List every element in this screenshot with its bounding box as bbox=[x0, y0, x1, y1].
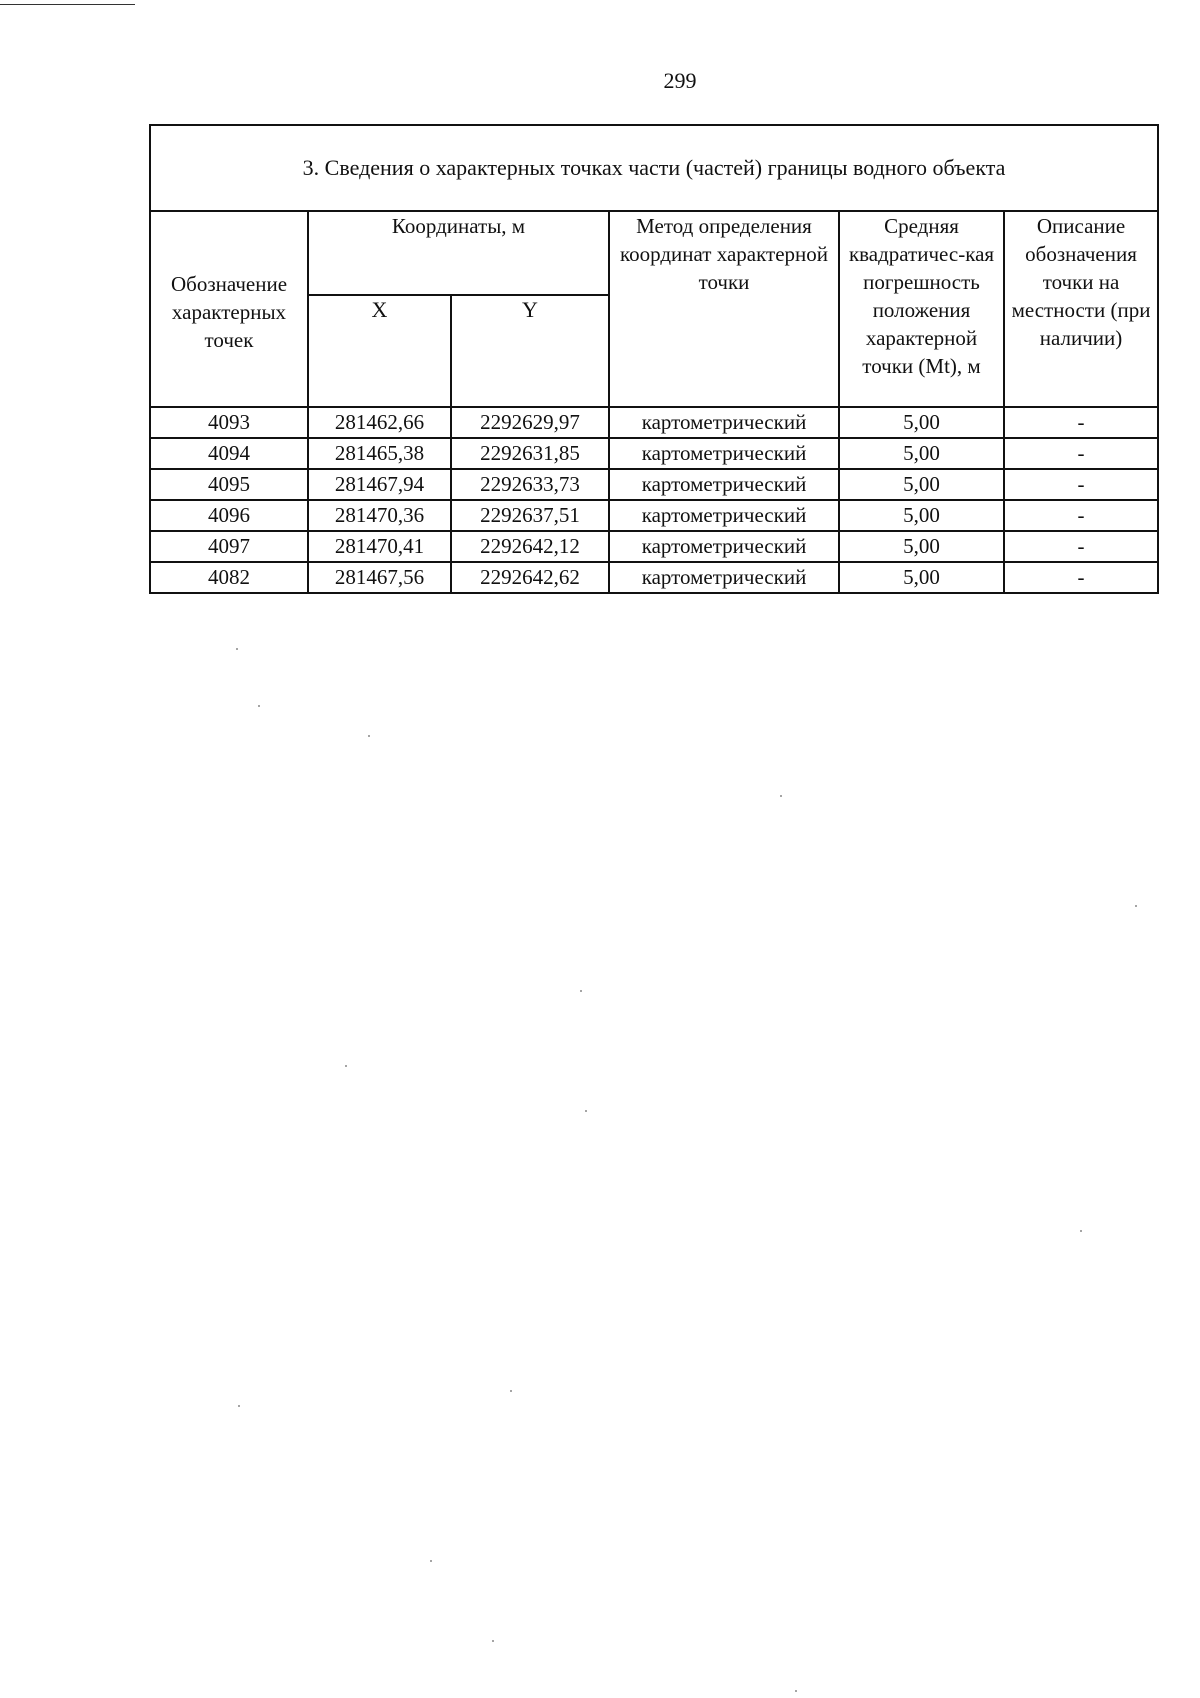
cell-method: картометрический bbox=[609, 500, 839, 531]
cell-description: - bbox=[1004, 407, 1158, 438]
header-error: Средняя квадратичес-кая погрешность положения характерной точки (Mt), м bbox=[839, 211, 1004, 407]
cell-error: 5,00 bbox=[839, 562, 1004, 593]
cell-description: - bbox=[1004, 438, 1158, 469]
cell-error: 5,00 bbox=[839, 500, 1004, 531]
cell-method: картометрический bbox=[609, 438, 839, 469]
cell-description: - bbox=[1004, 500, 1158, 531]
scan-speck bbox=[492, 1640, 494, 1642]
cell-point: 4097 bbox=[150, 531, 308, 562]
cell-x: 281465,38 bbox=[308, 438, 451, 469]
cell-y: 2292642,62 bbox=[451, 562, 609, 593]
scan-speck bbox=[1080, 1230, 1082, 1232]
header-description: Описание обозначения точки на местности (при наличии) bbox=[1004, 211, 1158, 407]
cell-x: 281470,41 bbox=[308, 531, 451, 562]
scan-speck bbox=[585, 1110, 587, 1112]
cell-y: 2292631,85 bbox=[451, 438, 609, 469]
cell-y: 2292642,12 bbox=[451, 531, 609, 562]
cell-method: картометрический bbox=[609, 407, 839, 438]
table-row bbox=[150, 407, 1158, 438]
cell-error: 5,00 bbox=[839, 407, 1004, 438]
table-row bbox=[150, 469, 1158, 500]
cell-description: - bbox=[1004, 562, 1158, 593]
cell-point: 4094 bbox=[150, 438, 308, 469]
scan-speck bbox=[1135, 905, 1137, 907]
table-row bbox=[150, 531, 1158, 562]
scan-speck bbox=[795, 1690, 797, 1692]
header-x: X bbox=[308, 295, 451, 407]
scan-speck bbox=[510, 1390, 512, 1392]
scan-speck bbox=[780, 795, 782, 797]
cell-error: 5,00 bbox=[839, 438, 1004, 469]
cell-error: 5,00 bbox=[839, 531, 1004, 562]
cell-point: 4096 bbox=[150, 500, 308, 531]
cell-point: 4095 bbox=[150, 469, 308, 500]
scan-speck bbox=[430, 1560, 432, 1562]
header-method: Метод определения координат характерной точки bbox=[609, 211, 839, 407]
scan-speck bbox=[368, 735, 370, 737]
scan-speck bbox=[236, 648, 238, 650]
cell-y: 2292629,97 bbox=[451, 407, 609, 438]
table-caption: 3. Сведения о характерных точках части (частей) границы водного объекта bbox=[150, 125, 1158, 211]
cell-point: 4093 bbox=[150, 407, 308, 438]
header-designation bbox=[150, 211, 308, 407]
scan-speck bbox=[258, 705, 260, 707]
cell-description: - bbox=[1004, 469, 1158, 500]
cell-method: картометрический bbox=[609, 531, 839, 562]
header-coordinates: Координаты, м bbox=[308, 211, 609, 295]
boundary-points-table bbox=[149, 124, 1159, 594]
scan-speck bbox=[345, 1065, 347, 1067]
cell-point: 4082 bbox=[150, 562, 308, 593]
cell-y: 2292633,73 bbox=[451, 469, 609, 500]
cell-x: 281467,94 bbox=[308, 469, 451, 500]
table-caption-row bbox=[150, 125, 1158, 211]
table-row bbox=[150, 438, 1158, 469]
cell-description: - bbox=[1004, 531, 1158, 562]
scan-edge-line bbox=[0, 4, 135, 5]
table-row bbox=[150, 500, 1158, 531]
table-row bbox=[150, 562, 1158, 593]
cell-x: 281462,66 bbox=[308, 407, 451, 438]
cell-x: 281467,56 bbox=[308, 562, 451, 593]
table-header-row bbox=[150, 211, 1158, 295]
scan-speck bbox=[238, 1405, 240, 1407]
cell-x: 281470,36 bbox=[308, 500, 451, 531]
cell-error: 5,00 bbox=[839, 469, 1004, 500]
header-y: Y bbox=[451, 295, 609, 407]
header-designation-label: Обозначение характерных точек bbox=[170, 272, 288, 352]
cell-method: картометрический bbox=[609, 469, 839, 500]
cell-method: картометрический bbox=[609, 562, 839, 593]
cell-y: 2292637,51 bbox=[451, 500, 609, 531]
scan-speck bbox=[580, 990, 582, 992]
page-number: 299 bbox=[663, 68, 697, 93]
